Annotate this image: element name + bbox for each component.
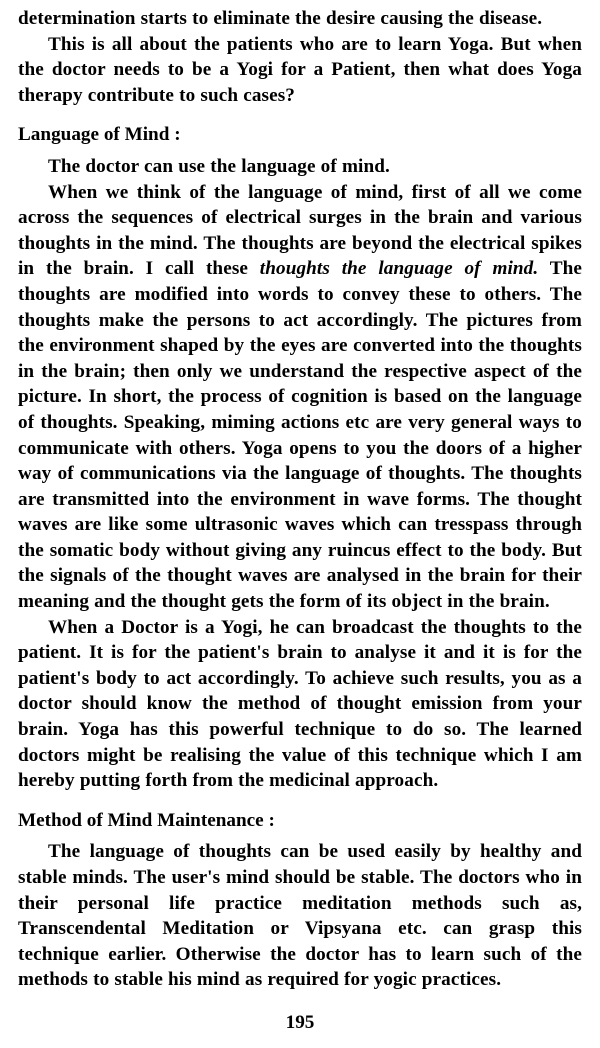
paragraph-doctor-can-use: The doctor can use the language of mind. <box>48 155 390 177</box>
heading-method-of-mind-maintenance: Method of Mind Maintenance : <box>18 809 275 831</box>
paragraph-when-a-doctor: When a Doctor is a Yogi, he can broadcast the thoughts to the patient. It is for the patient's brain to analyse it and it is for the patient's body to act accordingly. To achieve such results, you as a doctor should know the method of thought emission from your brain. Yoga has this powerful technique to do so. The learned doctors might be realising the value of this technique which I am hereby putting forth from the medicinal approach. <box>18 616 582 792</box>
italic-emphasis: thoughts the language of mind. <box>259 258 539 280</box>
text-run-before: When we think of the language of mind, first of all we come across the sequences of electrical surges in the brain and various thoughts in the mind. The thoughts are beyond the electrical spikes in the brain. I call these <box>18 181 582 280</box>
page-number: 195 <box>285 1012 315 1033</box>
paragraph-yoga-intro: This is all about the patients who are to learn Yoga. But when the doctor needs to be a Yogi for a Patient, then what does Yoga therapy contribute to such cases? <box>18 33 582 106</box>
paragraph-language-of-thoughts: The language of thoughts can be used easily by healthy and stable minds. The user's mind should be stable. The doctors who in their personal life practice meditation methods such as, Transcendental Meditation or Vipsyana etc. can grasp this technique earlier. Otherwise the doctor has to learn such of the methods to stable his mind as required for yogic practices. <box>18 841 582 991</box>
paragraph-when-we-think <box>18 180 582 615</box>
heading-language-of-mind: Language of Mind : <box>18 124 181 146</box>
paragraph-continued: determination starts to eliminate the desire causing the disease. <box>18 8 543 29</box>
text-run-after: The thoughts are modified into words to convey these to others. The thoughts make the persons to act accordingly. The pictures from the environment shaped by the eyes are converted into the thoughts in the brain; then only we understand the respective aspect of the picture. In short, the process of cognition is based on the language of thoughts. Speaking, miming actions etc are very general ways to communicate with others. Yoga opens to you the doors of a higher way of communications via the language of thoughts. The thoughts are transmitted into the environment in wave forms. The thought waves are like some ultrasonic waves which can tresspass through the somatic body without giving any ruincus effect to the body. But the signals of the thought waves are analysed in the brain for their meaning and the thought gets the form of its object in the brain. <box>18 258 582 613</box>
